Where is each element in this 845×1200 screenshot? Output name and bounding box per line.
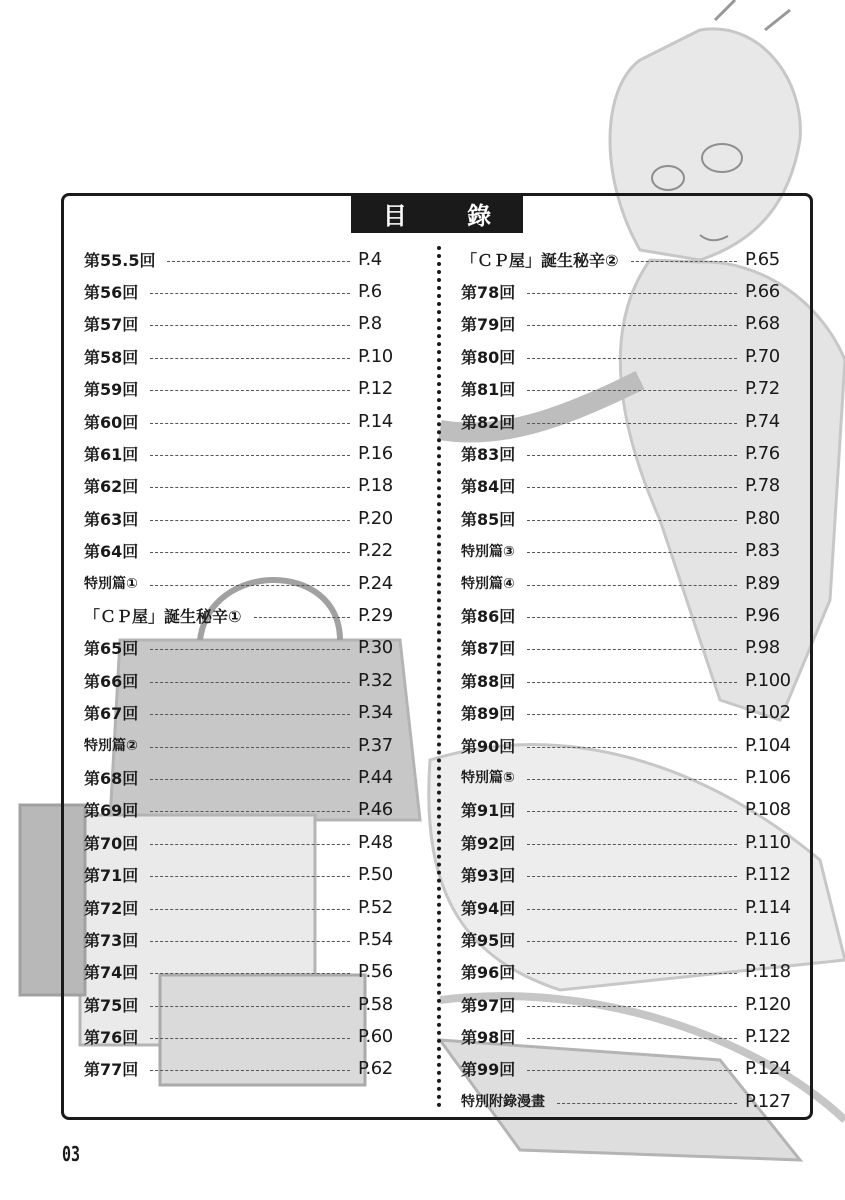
toc-entry-page: P.74	[745, 410, 780, 432]
toc-entry	[84, 794, 404, 826]
toc-entry-label: 第63回	[84, 509, 139, 529]
toc-entry-page: P.70	[745, 345, 780, 367]
toc-entry	[84, 470, 404, 502]
toc-entry-label: 第99回	[461, 1060, 516, 1080]
toc-leader-line	[527, 617, 737, 618]
toc-leader-line	[527, 552, 737, 553]
toc-leader-line	[150, 585, 350, 586]
toc-entry-page: P.106	[745, 766, 791, 788]
toc-leader-line	[527, 811, 737, 812]
toc-entry	[461, 535, 795, 567]
toc-leader-line	[150, 358, 350, 359]
toc-leader-line	[527, 682, 737, 683]
toc-entry	[461, 923, 795, 955]
toc-entry	[84, 567, 404, 599]
toc-entry-label: 第78回	[461, 283, 516, 303]
toc-leader-line	[150, 973, 350, 974]
toc-entry	[84, 437, 404, 469]
toc-entry-page: P.108	[745, 799, 791, 821]
toc-entry-label: 第80回	[461, 347, 516, 367]
toc-entry-page: P.122	[745, 1026, 791, 1048]
toc-entry-page: P.76	[745, 443, 780, 465]
toc-entry-page: P.102	[745, 702, 791, 724]
toc-entry-page: P.10	[358, 345, 393, 367]
toc-leader-line	[527, 455, 737, 456]
toc-entry-page: P.37	[358, 734, 393, 756]
toc-entry-page: P.89	[745, 572, 780, 594]
toc-entry	[461, 826, 795, 858]
toc-leader-line	[527, 1070, 737, 1071]
toc-entry-label: 第60回	[84, 412, 139, 432]
toc-entry-label: 第65回	[84, 639, 139, 659]
toc-entry	[84, 956, 404, 988]
toc-leader-line	[150, 649, 350, 650]
toc-leader-line	[527, 909, 737, 910]
toc-entry-page: P.120	[745, 993, 791, 1015]
toc-entry	[461, 1020, 795, 1052]
toc-entry-label: 第56回	[84, 283, 139, 303]
toc-entry-label: 特別篇①	[84, 576, 138, 593]
toc-entry-page: P.48	[358, 831, 393, 853]
toc-entry	[84, 373, 404, 405]
toc-entry-page: P.6	[358, 281, 382, 303]
toc-entry-label: 第66回	[84, 671, 139, 691]
toc-entry-page: P.114	[745, 896, 791, 918]
toc-leader-line	[150, 520, 350, 521]
toc-entry	[84, 988, 404, 1020]
toc-entry-page: P.44	[358, 766, 393, 788]
toc-entry-page: P.16	[358, 443, 393, 465]
toc-entry	[461, 664, 795, 696]
toc-entry-page: P.66	[745, 281, 780, 303]
toc-entry	[461, 405, 795, 437]
toc-leader-line	[150, 293, 350, 294]
toc-entry-page: P.56	[358, 961, 393, 983]
toc-entry-page: P.60	[358, 1026, 393, 1048]
toc-entry-label: 第67回	[84, 704, 139, 724]
toc-entry-page: P.8	[358, 313, 382, 335]
toc-entry-label: 第76回	[84, 1028, 139, 1048]
toc-entry-label: 第55.5回	[84, 250, 156, 270]
toc-entry-label: 第79回	[461, 315, 516, 335]
toc-entry-page: P.80	[745, 507, 780, 529]
toc-entry-label: 特別附錄漫畫	[461, 1094, 545, 1111]
toc-entry-page: P.4	[358, 248, 382, 270]
toc-entry-page: P.22	[358, 540, 393, 562]
toc-leader-line	[150, 844, 350, 845]
toc-entry	[461, 1085, 795, 1117]
toc-entry	[84, 275, 404, 307]
toc-entry-label: 第84回	[461, 477, 516, 497]
toc-entry-page: P.78	[745, 475, 780, 497]
toc-entry-label: 第92回	[461, 833, 516, 853]
toc-entry-page: P.72	[745, 378, 780, 400]
toc-entry	[461, 794, 795, 826]
toc-leader-line	[150, 682, 350, 683]
toc-leader-line	[527, 1006, 737, 1007]
toc-entry	[84, 858, 404, 890]
toc-entry	[461, 956, 795, 988]
toc-entry	[461, 567, 795, 599]
toc-entry-label: 第88回	[461, 671, 516, 691]
toc-leader-line	[150, 779, 350, 780]
toc-entry-page: P.96	[745, 604, 780, 626]
toc-leader-line	[150, 1070, 350, 1071]
page-number: 03	[62, 1142, 81, 1166]
toc-entry-page: P.52	[358, 896, 393, 918]
toc-entry-page: P.58	[358, 993, 393, 1015]
column-divider	[437, 246, 441, 1108]
toc-entry	[84, 308, 404, 340]
toc-entry-label: 第77回	[84, 1060, 139, 1080]
toc-entry	[461, 275, 795, 307]
toc-leader-line	[631, 261, 737, 262]
toc-entry-label: 第89回	[461, 704, 516, 724]
toc-entry	[84, 729, 404, 761]
toc-left-column	[84, 243, 404, 1085]
toc-leader-line	[527, 325, 737, 326]
toc-entry-label: 第59回	[84, 380, 139, 400]
toc-leader-line	[527, 714, 737, 715]
toc-entry-page: P.30	[358, 637, 393, 659]
toc-entry-label: 第85回	[461, 509, 516, 529]
toc-entry-page: P.98	[745, 637, 780, 659]
toc-leader-line	[527, 973, 737, 974]
toc-entry-page: P.29	[358, 604, 393, 626]
toc-entry-label: 第61回	[84, 445, 139, 465]
toc-leader-line	[527, 423, 737, 424]
toc-leader-line	[150, 390, 350, 391]
toc-leader-line	[150, 941, 350, 942]
toc-entry-page: P.104	[745, 734, 791, 756]
toc-entry	[84, 1053, 404, 1085]
toc-entry-page: P.46	[358, 799, 393, 821]
toc-entry	[461, 729, 795, 761]
toc-right-column	[461, 243, 795, 1118]
toc-entry-label: 第83回	[461, 445, 516, 465]
toc-entry-page: P.118	[745, 961, 791, 983]
toc-entry-label: 第64回	[84, 542, 139, 562]
toc-leader-line	[150, 487, 350, 488]
toc-entry	[461, 243, 795, 275]
toc-leader-line	[527, 649, 737, 650]
toc-entry	[84, 826, 404, 858]
toc-entry-page: P.32	[358, 669, 393, 691]
toc-leader-line	[527, 520, 737, 521]
toc-entry	[461, 891, 795, 923]
toc-entry-label: 第96回	[461, 963, 516, 983]
toc-entry	[84, 502, 404, 534]
toc-entry	[84, 340, 404, 372]
toc-entry-page: P.100	[745, 669, 791, 691]
toc-entry-page: P.34	[358, 702, 393, 724]
toc-leader-line	[150, 747, 350, 748]
toc-entry	[84, 405, 404, 437]
toc-title: 目 錄	[351, 193, 523, 233]
toc-leader-line	[150, 714, 350, 715]
toc-entry-label: 第72回	[84, 898, 139, 918]
toc-entry-label: 第81回	[461, 380, 516, 400]
toc-entry-label: 第95回	[461, 930, 516, 950]
toc-leader-line	[150, 876, 350, 877]
toc-leader-line	[527, 844, 737, 845]
toc-entry-label: 第73回	[84, 930, 139, 950]
toc-entry-label: 第91回	[461, 801, 516, 821]
toc-entry-page: P.12	[358, 378, 393, 400]
toc-entry	[84, 923, 404, 955]
toc-entry-page: P.18	[358, 475, 393, 497]
toc-entry-label: 第71回	[84, 866, 139, 886]
toc-leader-line	[254, 617, 350, 618]
toc-leader-line	[150, 1006, 350, 1007]
toc-entry-label: 第62回	[84, 477, 139, 497]
toc-entry-label: 第86回	[461, 606, 516, 626]
toc-entry-label: 特別篇③	[461, 543, 515, 560]
toc-leader-line	[527, 585, 737, 586]
toc-entry-label: 第75回	[84, 995, 139, 1015]
toc-leader-line	[150, 1038, 350, 1039]
toc-entry	[461, 340, 795, 372]
toc-leader-line	[527, 876, 737, 877]
toc-entry-page: P.124	[745, 1058, 791, 1080]
toc-leader-line	[527, 747, 737, 748]
toc-entry-label: 特別篇⑤	[461, 770, 515, 787]
toc-entry	[84, 632, 404, 664]
toc-entry-page: P.50	[358, 864, 393, 886]
toc-leader-line	[527, 779, 737, 780]
toc-entry-label: 第69回	[84, 801, 139, 821]
toc-entry-page: P.127	[745, 1090, 791, 1112]
toc-entry	[84, 599, 404, 631]
toc-entry	[461, 1053, 795, 1085]
toc-entry-label: 第68回	[84, 768, 139, 788]
toc-entry	[461, 988, 795, 1020]
toc-leader-line	[167, 261, 350, 262]
toc-entry-label: 第57回	[84, 315, 139, 335]
toc-entry-label: 特別篇②	[84, 738, 138, 755]
toc-entry	[84, 761, 404, 793]
toc-leader-line	[150, 423, 350, 424]
toc-entry	[461, 632, 795, 664]
toc-entry-label: 第90回	[461, 736, 516, 756]
toc-entry-page: P.116	[745, 928, 791, 950]
toc-entry-label: 第58回	[84, 347, 139, 367]
toc-entry-label: 第93回	[461, 866, 516, 886]
toc-entry	[461, 858, 795, 890]
toc-entry-page: P.83	[745, 540, 780, 562]
toc-entry	[461, 470, 795, 502]
toc-entry-page: P.112	[745, 864, 791, 886]
toc-entry-page: P.110	[745, 831, 791, 853]
toc-entry-label: 「ＣＰ屋」誕生秘辛②	[461, 250, 619, 270]
toc-entry	[84, 696, 404, 728]
toc-leader-line	[150, 552, 350, 553]
toc-entry	[84, 243, 404, 275]
toc-entry-label: 第98回	[461, 1028, 516, 1048]
toc-entry	[461, 437, 795, 469]
toc-entry	[461, 761, 795, 793]
toc-entry-page: P.68	[745, 313, 780, 335]
toc-leader-line	[527, 941, 737, 942]
toc-entry-label: 第70回	[84, 833, 139, 853]
toc-entry-page: P.14	[358, 410, 393, 432]
toc-entry-label: 第82回	[461, 412, 516, 432]
toc-entry	[461, 373, 795, 405]
toc-entry-label: 第74回	[84, 963, 139, 983]
toc-entry-page: P.62	[358, 1058, 393, 1080]
toc-entry-label: 第87回	[461, 639, 516, 659]
toc-entry	[461, 696, 795, 728]
toc-entry-label: 特別篇④	[461, 576, 515, 593]
toc-entry	[84, 664, 404, 696]
toc-leader-line	[527, 358, 737, 359]
toc-leader-line	[150, 909, 350, 910]
toc-entry-label: 第97回	[461, 995, 516, 1015]
toc-entry	[461, 502, 795, 534]
toc-leader-line	[150, 811, 350, 812]
toc-entry-page: P.24	[358, 572, 393, 594]
toc-entry	[461, 308, 795, 340]
toc-leader-line	[527, 390, 737, 391]
toc-leader-line	[527, 1038, 737, 1039]
toc-entry	[84, 1020, 404, 1052]
toc-leader-line	[527, 293, 737, 294]
toc-entry-label: 「ＣＰ屋」誕生秘辛①	[84, 606, 242, 626]
toc-entry	[84, 535, 404, 567]
toc-leader-line	[150, 325, 350, 326]
toc-entry-page: P.54	[358, 928, 393, 950]
toc-entry-page: P.65	[745, 248, 780, 270]
toc-entry-label: 第94回	[461, 898, 516, 918]
toc-leader-line	[527, 487, 737, 488]
toc-leader-line	[557, 1103, 737, 1104]
toc-entry-page: P.20	[358, 507, 393, 529]
toc-leader-line	[150, 455, 350, 456]
toc-entry	[84, 891, 404, 923]
toc-entry	[461, 599, 795, 631]
